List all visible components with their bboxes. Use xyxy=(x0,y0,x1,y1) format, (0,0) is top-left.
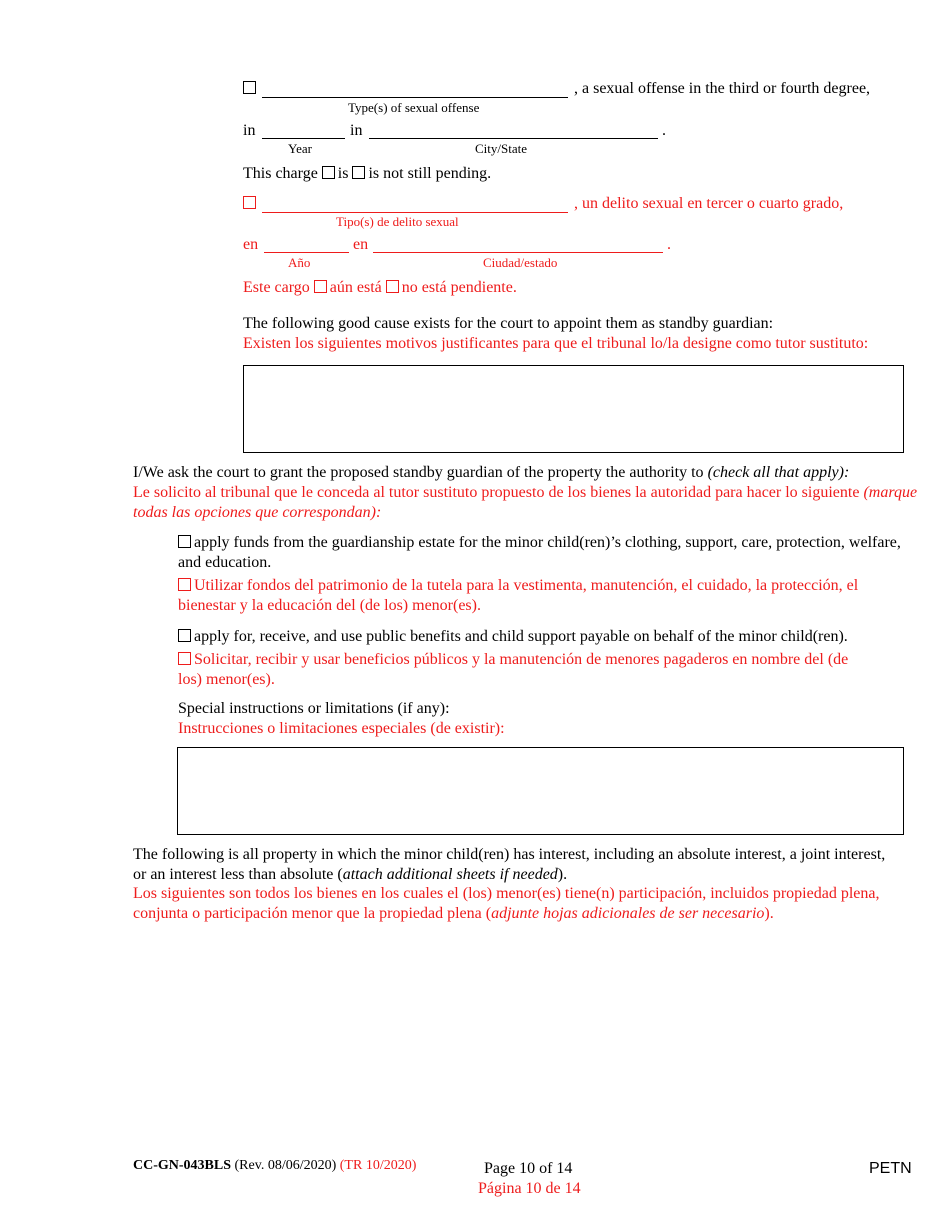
special-instructions-es: Instrucciones o limitaciones especiales (de existir): xyxy=(178,720,505,737)
special-instructions-textbox[interactable] xyxy=(177,747,904,835)
apply-funds-text-es: Utilizar fondos del patrimonio de la tutela para la vestimenta, manutención, el cuidado, la protección, el bienestar y la educación del (de los) menor(es). xyxy=(178,577,859,614)
offense-type-label: Type(s) of sexual offense xyxy=(348,100,480,115)
in-text: in xyxy=(350,122,363,139)
en-text: en xyxy=(243,236,259,253)
is-label: is xyxy=(337,165,349,182)
authority-italic-en: (check all that apply): xyxy=(707,464,850,481)
property-statement-en xyxy=(133,845,893,885)
good-cause-es: Existen los siguientes motivos justificantes para que el tribunal lo/la designe como tutor sustituto: xyxy=(243,335,869,352)
authority-italic-es: (marque todas las opciones que correspondan): xyxy=(133,484,918,521)
pending-line-es xyxy=(243,279,517,297)
city-state-label-es: Ciudad/estado xyxy=(483,255,558,270)
public-benefits-checkbox-es[interactable] xyxy=(178,652,191,665)
form-id xyxy=(133,1158,416,1174)
en-text: en xyxy=(353,236,369,253)
property-italic-es: adjunte hojas adicionales de ser necesario xyxy=(491,905,765,922)
apply-funds-text-en: apply funds from the guardianship estate for the minor child(ren)’s clothing, support, care, protection, welfare, and education. xyxy=(178,534,901,571)
not-pending-checkbox-es[interactable] xyxy=(386,280,399,293)
is-pending-checkbox-es[interactable] xyxy=(314,280,327,293)
offense-type-checkbox-es[interactable] xyxy=(243,195,259,213)
pending-line xyxy=(243,165,491,183)
property-end-es: ). xyxy=(764,905,774,922)
pending-prefix: This charge xyxy=(243,165,318,182)
year-input[interactable] xyxy=(262,138,345,139)
good-cause-section xyxy=(243,314,933,354)
property-end-en: ). xyxy=(557,866,568,883)
option-public-benefits xyxy=(178,627,918,647)
good-cause-en: The following good cause exists for the court to appoint them as standby guardian: xyxy=(243,315,774,332)
public-benefits-text-es: Solicitar, recibir y usar beneficios públicos y la manutención de menores pagaderos en nombre del (de los) menor(es). xyxy=(178,651,849,688)
form-revision: (Rev. 08/06/2020) xyxy=(234,1158,337,1173)
year-label: Year xyxy=(288,141,312,156)
option-apply-funds-es xyxy=(178,576,908,616)
is-label-es: aún está xyxy=(329,279,382,296)
form-code: CC-GN-043BLS xyxy=(133,1158,232,1173)
authority-request-en xyxy=(133,463,923,483)
translation-revision: (TR 10/2020) xyxy=(339,1158,417,1173)
property-italic-en: attach additional sheets if needed xyxy=(342,866,558,883)
apply-funds-checkbox-es[interactable] xyxy=(178,578,191,591)
property-statement-es xyxy=(133,884,893,924)
is-not-label-es: no está pendiente. xyxy=(401,279,517,296)
property-text-en: The following is all property in which the minor child(ren) has interest, including an absolute interest, a joint interest, or an interest less than absolute ( xyxy=(133,846,886,883)
public-benefits-checkbox[interactable] xyxy=(178,629,191,642)
public-benefits-text-en: apply for, receive, and use public benefits and child support payable on behalf of the minor child(ren). xyxy=(194,628,848,645)
offense-suffix-text: , a sexual offense in the third or fourth degree, xyxy=(574,80,871,97)
authority-text-en: I/We ask the court to grant the proposed standby guardian of the property the authority to xyxy=(133,464,708,481)
pending-prefix-es: Este cargo xyxy=(243,279,310,296)
city-state-input[interactable] xyxy=(369,138,658,139)
is-pending-checkbox[interactable] xyxy=(322,166,335,179)
authority-text-es: Le solicito al tribunal que le conceda al tutor sustituto propuesto de los bienes la autoridad para hacer lo siguiente xyxy=(133,484,864,501)
document-type: PETN xyxy=(869,1160,912,1177)
offense-type-input-es[interactable] xyxy=(262,212,568,213)
special-instructions-en: Special instructions or limitations (if any): xyxy=(178,700,450,717)
apply-funds-checkbox[interactable] xyxy=(178,535,191,548)
city-state-label: City/State xyxy=(475,141,527,156)
year-input-es[interactable] xyxy=(264,252,349,253)
special-instructions-section xyxy=(178,699,898,739)
property-text-es: Los siguientes son todos los bienes en los cuales el (los) menor(es) tiene(n) participación, incluidos propiedad plena, conjunta o participación menor que la propiedad plena ( xyxy=(133,885,880,922)
city-state-input-es[interactable] xyxy=(373,252,663,253)
offense-type-label-es: Tipo(s) de delito sexual xyxy=(336,214,459,229)
authority-request-es xyxy=(133,483,923,523)
not-pending-checkbox[interactable] xyxy=(352,166,365,179)
year-label-es: Año xyxy=(288,255,311,270)
offense-suffix-text-es: , un delito sexual en tercer o cuarto grado, xyxy=(574,195,844,212)
is-not-label: is not still pending. xyxy=(368,165,492,182)
option-apply-funds xyxy=(178,533,908,573)
offense-type-checkbox[interactable] xyxy=(243,80,259,98)
in-text: in xyxy=(243,122,256,139)
period-es: . xyxy=(667,236,671,253)
good-cause-textbox[interactable] xyxy=(243,365,904,453)
offense-type-input[interactable] xyxy=(262,97,568,98)
option-public-benefits-es xyxy=(178,650,868,690)
page-number-en: Page 10 of 14 xyxy=(484,1160,573,1177)
page-number-es: Página 10 de 14 xyxy=(478,1180,581,1197)
period: . xyxy=(662,122,666,139)
